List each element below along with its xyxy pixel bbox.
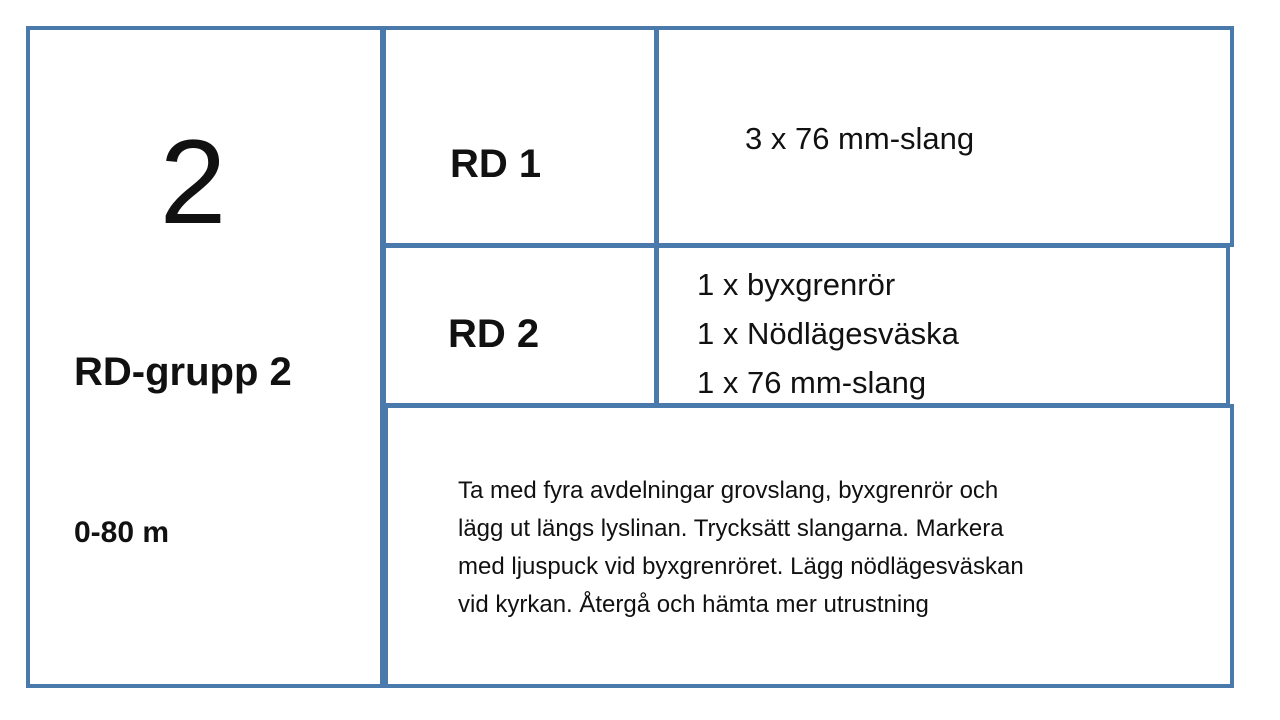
group-panel [26, 26, 384, 688]
rd2-equipment-item: 1 x 76 mm-slang [697, 365, 927, 400]
instruction-text: Ta med fyra avdelningar grovslang, byxgrenrör och lägg ut längs lyslinan. Trycksätt slangarna. Markera med ljuspuck vid byxgrenröret. Lägg nödlägesväskan vid kyrkan. Återgå och hämta mer utrustning [458, 477, 1024, 618]
rd1-label: RD 1 [450, 142, 542, 186]
rd2-equipment-list [697, 260, 959, 407]
rd2-equipment-cell [655, 244, 1230, 407]
instruction-cell [384, 404, 1234, 688]
rd1-label-cell [382, 26, 658, 247]
distance-range: 0-80 m [74, 516, 170, 549]
rd2-equipment-item: 1 x Nödlägesväska [697, 316, 959, 351]
rd1-equipment-cell [655, 26, 1234, 247]
group-number: 2 [159, 115, 227, 249]
rd2-equipment-item: 1 x byxgrenrör [697, 267, 896, 302]
rd2-label-cell [382, 244, 658, 407]
group-name: RD-grupp 2 [74, 350, 292, 394]
rd1-equipment-item: 3 x 76 mm-slang [745, 121, 975, 156]
rd2-label: RD 2 [448, 312, 540, 356]
